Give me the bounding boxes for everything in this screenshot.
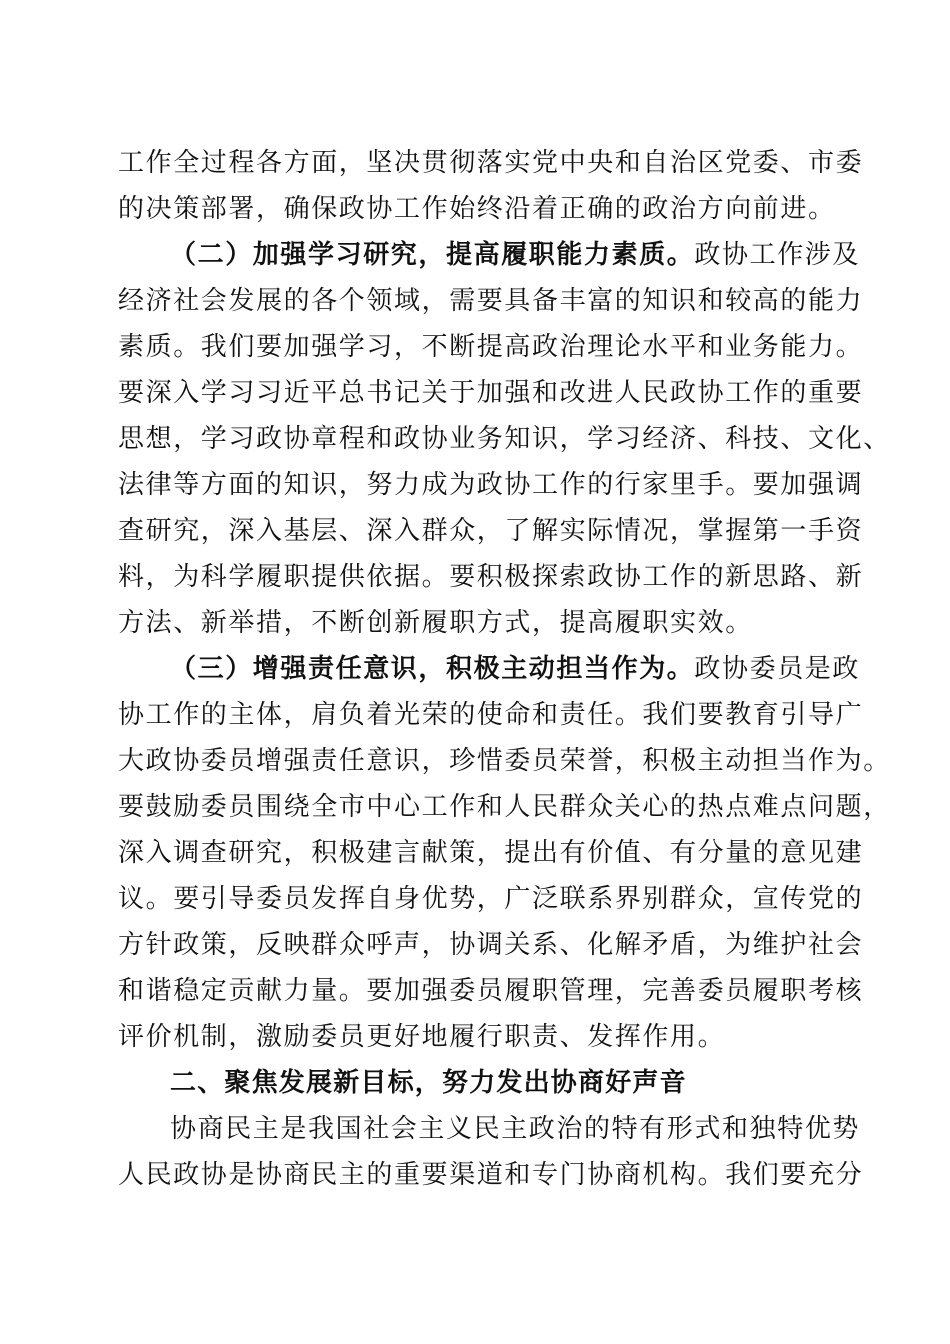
- text-line: 议。要引导委员发挥自身优势，广泛联系界别群众，宣传党的: [118, 884, 864, 914]
- text-line: 大政协委员增强责任意识，珍惜委员荣誉，积极主动担当作为。: [118, 746, 891, 776]
- section-heading-3: （三）增强责任意识，积极主动担当作为。: [170, 654, 695, 684]
- text-line: 经济社会发展的各个领域，需要具备丰富的知识和较高的能力: [118, 286, 864, 316]
- text-line: 法律等方面的知识，努力成为政协工作的行家里手。要加强调: [118, 470, 864, 500]
- text-line: 协工作的主体，肩负着光荣的使命和责任。我们要教育引导广: [118, 700, 864, 730]
- text-line: 方法、新举措，不断创新履职方式，提高履职实效。: [118, 608, 753, 638]
- text-span: 政协委员是政: [694, 654, 861, 684]
- section-heading-2: （二）加强学习研究，提高履职能力素质。: [170, 240, 695, 270]
- text-line: 协商民主是我国社会主义民主政治的特有形式和独特优势: [170, 1114, 861, 1144]
- text-span: 政协工作涉及: [694, 240, 861, 270]
- text-line: 要深入学习习近平总书记关于加强和改进人民政协工作的重要: [118, 378, 864, 408]
- text-line: 要鼓励委员围绕全市中心工作和人民群众关心的热点难点问题，: [118, 792, 891, 822]
- text-line: 方针政策，反映群众呼声，协调关系、化解矛盾，为维护社会: [118, 930, 864, 960]
- chapter-heading: 二、聚焦发展新目标，努力发出协商好声音: [170, 1068, 687, 1098]
- section-paragraph-2-first-line: [118, 235, 861, 275]
- text-line: 的决策部署，确保政协工作始终沿着正确的政治方向前进。: [118, 194, 836, 224]
- text-line: 人民政协是协商民主的重要渠道和专门协商机构。我们要充分: [118, 1160, 864, 1190]
- section-paragraph-3-first-line: [118, 649, 861, 689]
- text-line: 素质。我们要加强学习，不断提高政治理论水平和业务能力。: [118, 332, 864, 362]
- text-line: 思想，学习政协章程和政协业务知识，学习经济、科技、文化、: [118, 424, 891, 454]
- text-line: 和谐稳定贡献力量。要加强委员履职管理，完善委员履职考核: [118, 976, 864, 1006]
- text-line: 评价机制，激励委员更好地履行职责、发挥作用。: [118, 1022, 726, 1052]
- text-line: 深入调查研究，积极建言献策，提出有价值、有分量的意见建: [118, 838, 864, 868]
- text-line: 查研究，深入基层、深入群众，了解实际情况，掌握第一手资: [118, 516, 864, 546]
- text-line: 料，为科学履职提供依据。要积极探索政协工作的新思路、新: [118, 562, 864, 592]
- text-line: 工作全过程各方面，坚决贯彻落实党中央和自治区党委、市委: [118, 148, 864, 178]
